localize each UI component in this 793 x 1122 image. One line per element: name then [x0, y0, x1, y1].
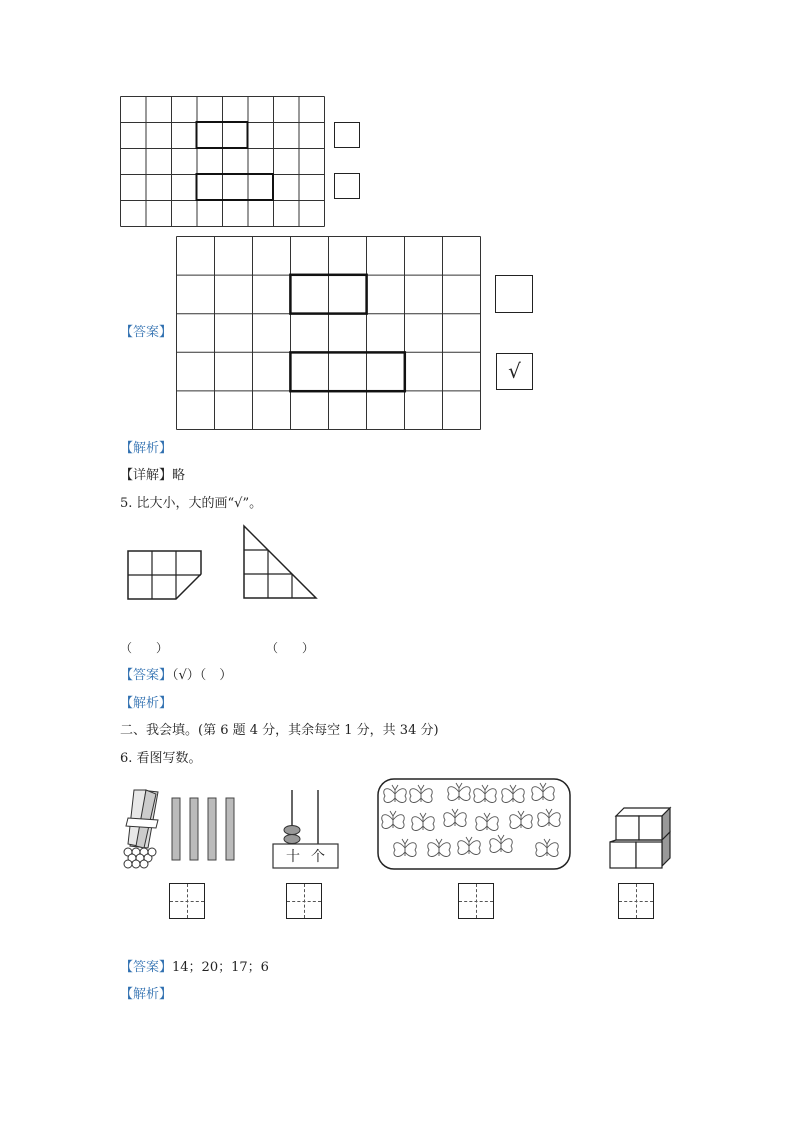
highlight-rect-3cell: [197, 174, 274, 200]
answer-label-q5: 【答案】: [120, 668, 173, 683]
analysis-label-q6: 【解析】: [120, 987, 173, 1002]
question-grid-figure: [120, 96, 325, 227]
check-mark: √: [508, 359, 521, 383]
answer-label-q6: 【答案】: [120, 960, 173, 975]
write-box-1[interactable]: [169, 883, 205, 919]
shape-left-trapezoid: [127, 550, 203, 602]
sticks-bundle-picture: [120, 786, 240, 868]
write-box-3[interactable]: [458, 883, 494, 919]
abacus-bead: [284, 826, 300, 835]
answer-box-bottom[interactable]: [334, 173, 360, 199]
q5-answer-line: [120, 668, 232, 684]
analysis-label-q5: 【解析】: [120, 696, 173, 711]
write-box-4[interactable]: [618, 883, 654, 919]
analysis-label-q4: 【解析】: [120, 441, 173, 456]
shape-right-triangle: [243, 525, 319, 601]
abacus-label-ones: 个: [311, 849, 325, 865]
section2-heading: 二、我会填。(第 6 题 4 分，其余每空 1 分，共 34 分): [120, 723, 439, 738]
answer-label-q4: 【答案】: [120, 325, 173, 340]
answer-grid-figure: [176, 236, 481, 430]
detail-label: 【详解】: [120, 468, 173, 483]
q5-blank-left[interactable]: （ ）: [120, 641, 169, 655]
q6-answer: 14；20；17；6: [172, 960, 269, 975]
butterflies-picture: [377, 778, 571, 870]
abacus-picture: [272, 790, 342, 870]
abacus-label-tens: 十: [286, 849, 300, 865]
detail-text: 略: [172, 468, 186, 483]
cubes-picture: [608, 806, 672, 872]
answer-highlight-rect-3cell: [290, 352, 404, 391]
q5-answer: （√）（ ）: [172, 668, 233, 683]
answer-box-top-filled: [495, 275, 533, 313]
answer-box-bottom-filled: [496, 353, 533, 390]
q6-question: 6. 看图写数。: [120, 751, 202, 766]
q5-question: 5. 比大小，大的画“√”。: [120, 496, 263, 511]
write-box-2[interactable]: [286, 883, 322, 919]
answer-box-top[interactable]: [334, 122, 360, 148]
abacus-bead: [284, 835, 300, 844]
q5-blank-right[interactable]: （ ）: [266, 641, 315, 655]
q6-answer-line: [120, 960, 269, 976]
detail-line-q4: [120, 468, 185, 484]
